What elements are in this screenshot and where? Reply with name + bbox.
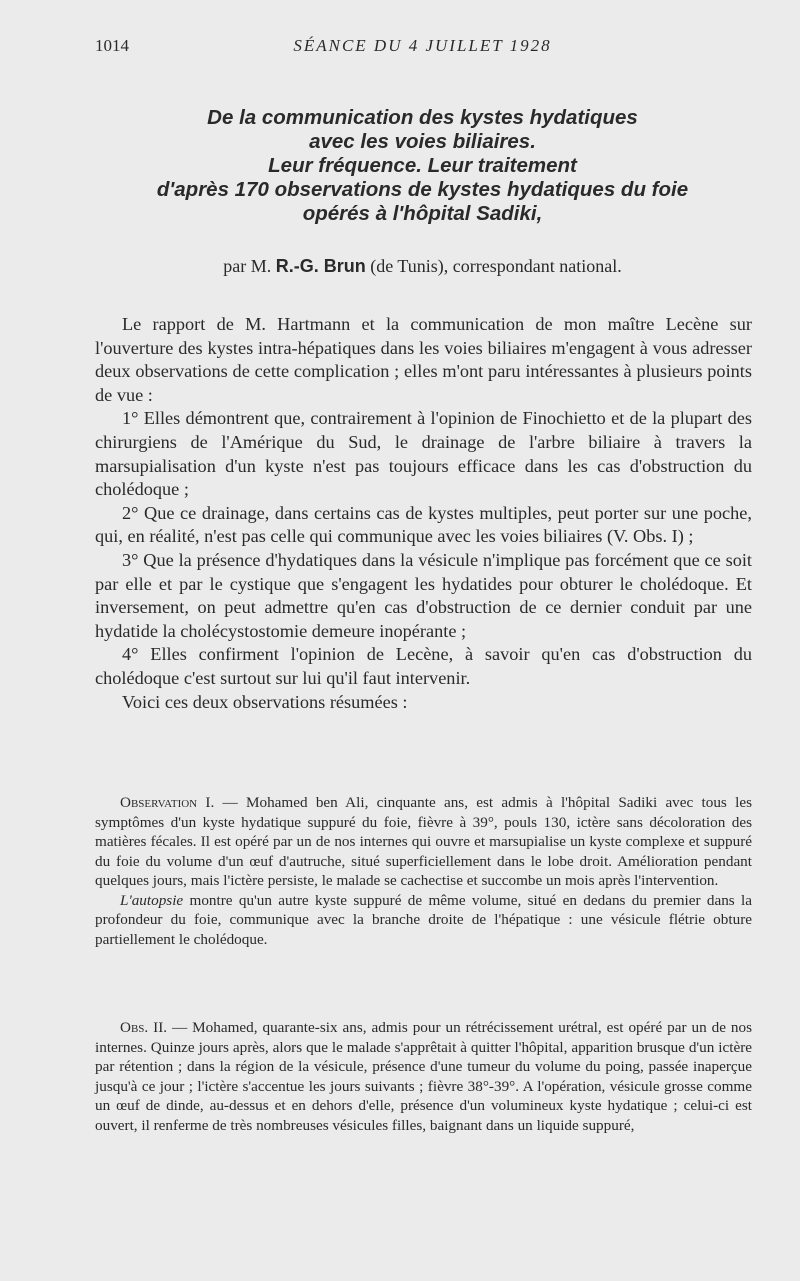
running-head bbox=[95, 36, 750, 60]
page-number: 1014 bbox=[95, 36, 129, 55]
title-line: opérés à l'hôpital Sadiki, bbox=[302, 202, 543, 225]
author-name: R.-G. Brun bbox=[275, 256, 366, 276]
autopsy-paragraph bbox=[95, 891, 752, 950]
title-line: d'après 170 observations de kystes hydatiques du foie bbox=[156, 178, 689, 201]
body-paragraph: 2° Que ce drainage, dans certains cas de kystes multiples, peut porter sur une poche, qui, en réalité, n'est pas celle qui communique avec les voies biliaires (V. Obs. I) ; bbox=[95, 502, 752, 547]
article-title bbox=[95, 106, 750, 226]
byline-prefix: par M. bbox=[223, 256, 272, 276]
observation-2-label: Obs. II. bbox=[120, 1019, 168, 1036]
article-body bbox=[95, 313, 752, 714]
autopsy-label: L'autopsie bbox=[120, 891, 184, 909]
byline-suffix: (de Tunis), correspondant national. bbox=[370, 256, 622, 276]
observation-2-text: — Mohamed, quarante-six ans, admis pour un rétrécissement urétral, est opéré par un de nos internes. Quinze jours après, alors que le malade s'apprêtait à quitter l'hôpital, apparition brusque d'un ictère par rétention ; dans la région de la vésicule, présence d'une tumeur du volume du poing, passée inaperçue jusqu'à ce jour ; l'ictère s'accentue les jours suivants ; fièvre 38°-39°. A l'opération, vésicule grosse comme un œuf de dinde, au-dessus et en dehors d'elle, présence d'un volumineux kyste hydatique ; celui-ci est ouvert, il renferme de très nombreuses vésicules filles, baignant dans un liquide suppuré, bbox=[95, 1019, 752, 1134]
title-line: Leur fréquence. Leur traitement bbox=[268, 154, 577, 177]
body-paragraph: Voici ces deux observations résumées : bbox=[122, 691, 408, 712]
observation-1 bbox=[95, 793, 752, 949]
observation-2 bbox=[95, 1018, 752, 1135]
observation-1-paragraph bbox=[95, 793, 752, 891]
title-line: De la communication des kystes hydatiques bbox=[207, 106, 638, 129]
byline bbox=[95, 256, 750, 277]
body-paragraph: Le rapport de M. Hartmann et la communication de mon maître Lecène sur l'ouverture des kystes intra-hépatiques dans les voies biliaires m'engagent à vous adresser deux observations de cette complication ; elles m'ont paru intéressantes à plusieurs points de vue : bbox=[95, 314, 752, 405]
autopsy-text: montre qu'un autre kyste suppuré de même volume, situé en dedans du premier dans la profondeur du foie, communique avec la branche droite de l'hépatique : une vésicule flétrie obture partiellement le cholédoque. bbox=[95, 891, 752, 948]
body-paragraph: 3° Que la présence d'hydatiques dans la vésicule n'implique pas forcément que ce soit par elle et par le cystique que s'engagent les hydatides pour obturer le cholédoque. Et inversement, on peut admettre qu'en cas d'obstruction de ce dernier conduit par une hydatide la cholécystostomie demeure inopérante ; bbox=[95, 549, 752, 641]
running-head-title: SÉANCE DU 4 JUILLET 1928 bbox=[293, 36, 552, 55]
observation-2-paragraph bbox=[95, 1018, 752, 1135]
observation-1-text: — Mohamed ben Ali, cinquante ans, est admis à l'hôpital Sadiki avec tous les symptômes d'un kyste hydatique suppuré du foie, fièvre à 39°, pouls 130, ictère sans décoloration des matières fécales. Il est opéré par un de nos internes qui ouvre et marsupialise un kyste complexe et suppuré du foie du volume d'un œuf d'autruche, situé superficiellement dans le lobe droit. Amélioration pendant quelques jours, mais l'ictère persiste, le malade se cachectise et succombe un mois après l'intervention. bbox=[95, 794, 752, 889]
observation-1-label: Observation I. bbox=[120, 794, 215, 811]
body-paragraph: 4° Elles confirment l'opinion de Lecène, à savoir qu'en cas d'obstruction du cholédoque c'est surtout sur lui qu'il faut intervenir. bbox=[95, 644, 752, 688]
body-paragraph: 1° Elles démontrent que, contrairement à l'opinion de Finochietto et de la plupart des chirurgiens de l'Amérique du Sud, le drainage de l'arbre biliaire à travers la marsupialisation d'un kyste n'est pas toujours efficace dans les cas d'obstruction du cholédoque ; bbox=[95, 408, 752, 500]
title-line: avec les voies biliaires. bbox=[309, 130, 536, 153]
